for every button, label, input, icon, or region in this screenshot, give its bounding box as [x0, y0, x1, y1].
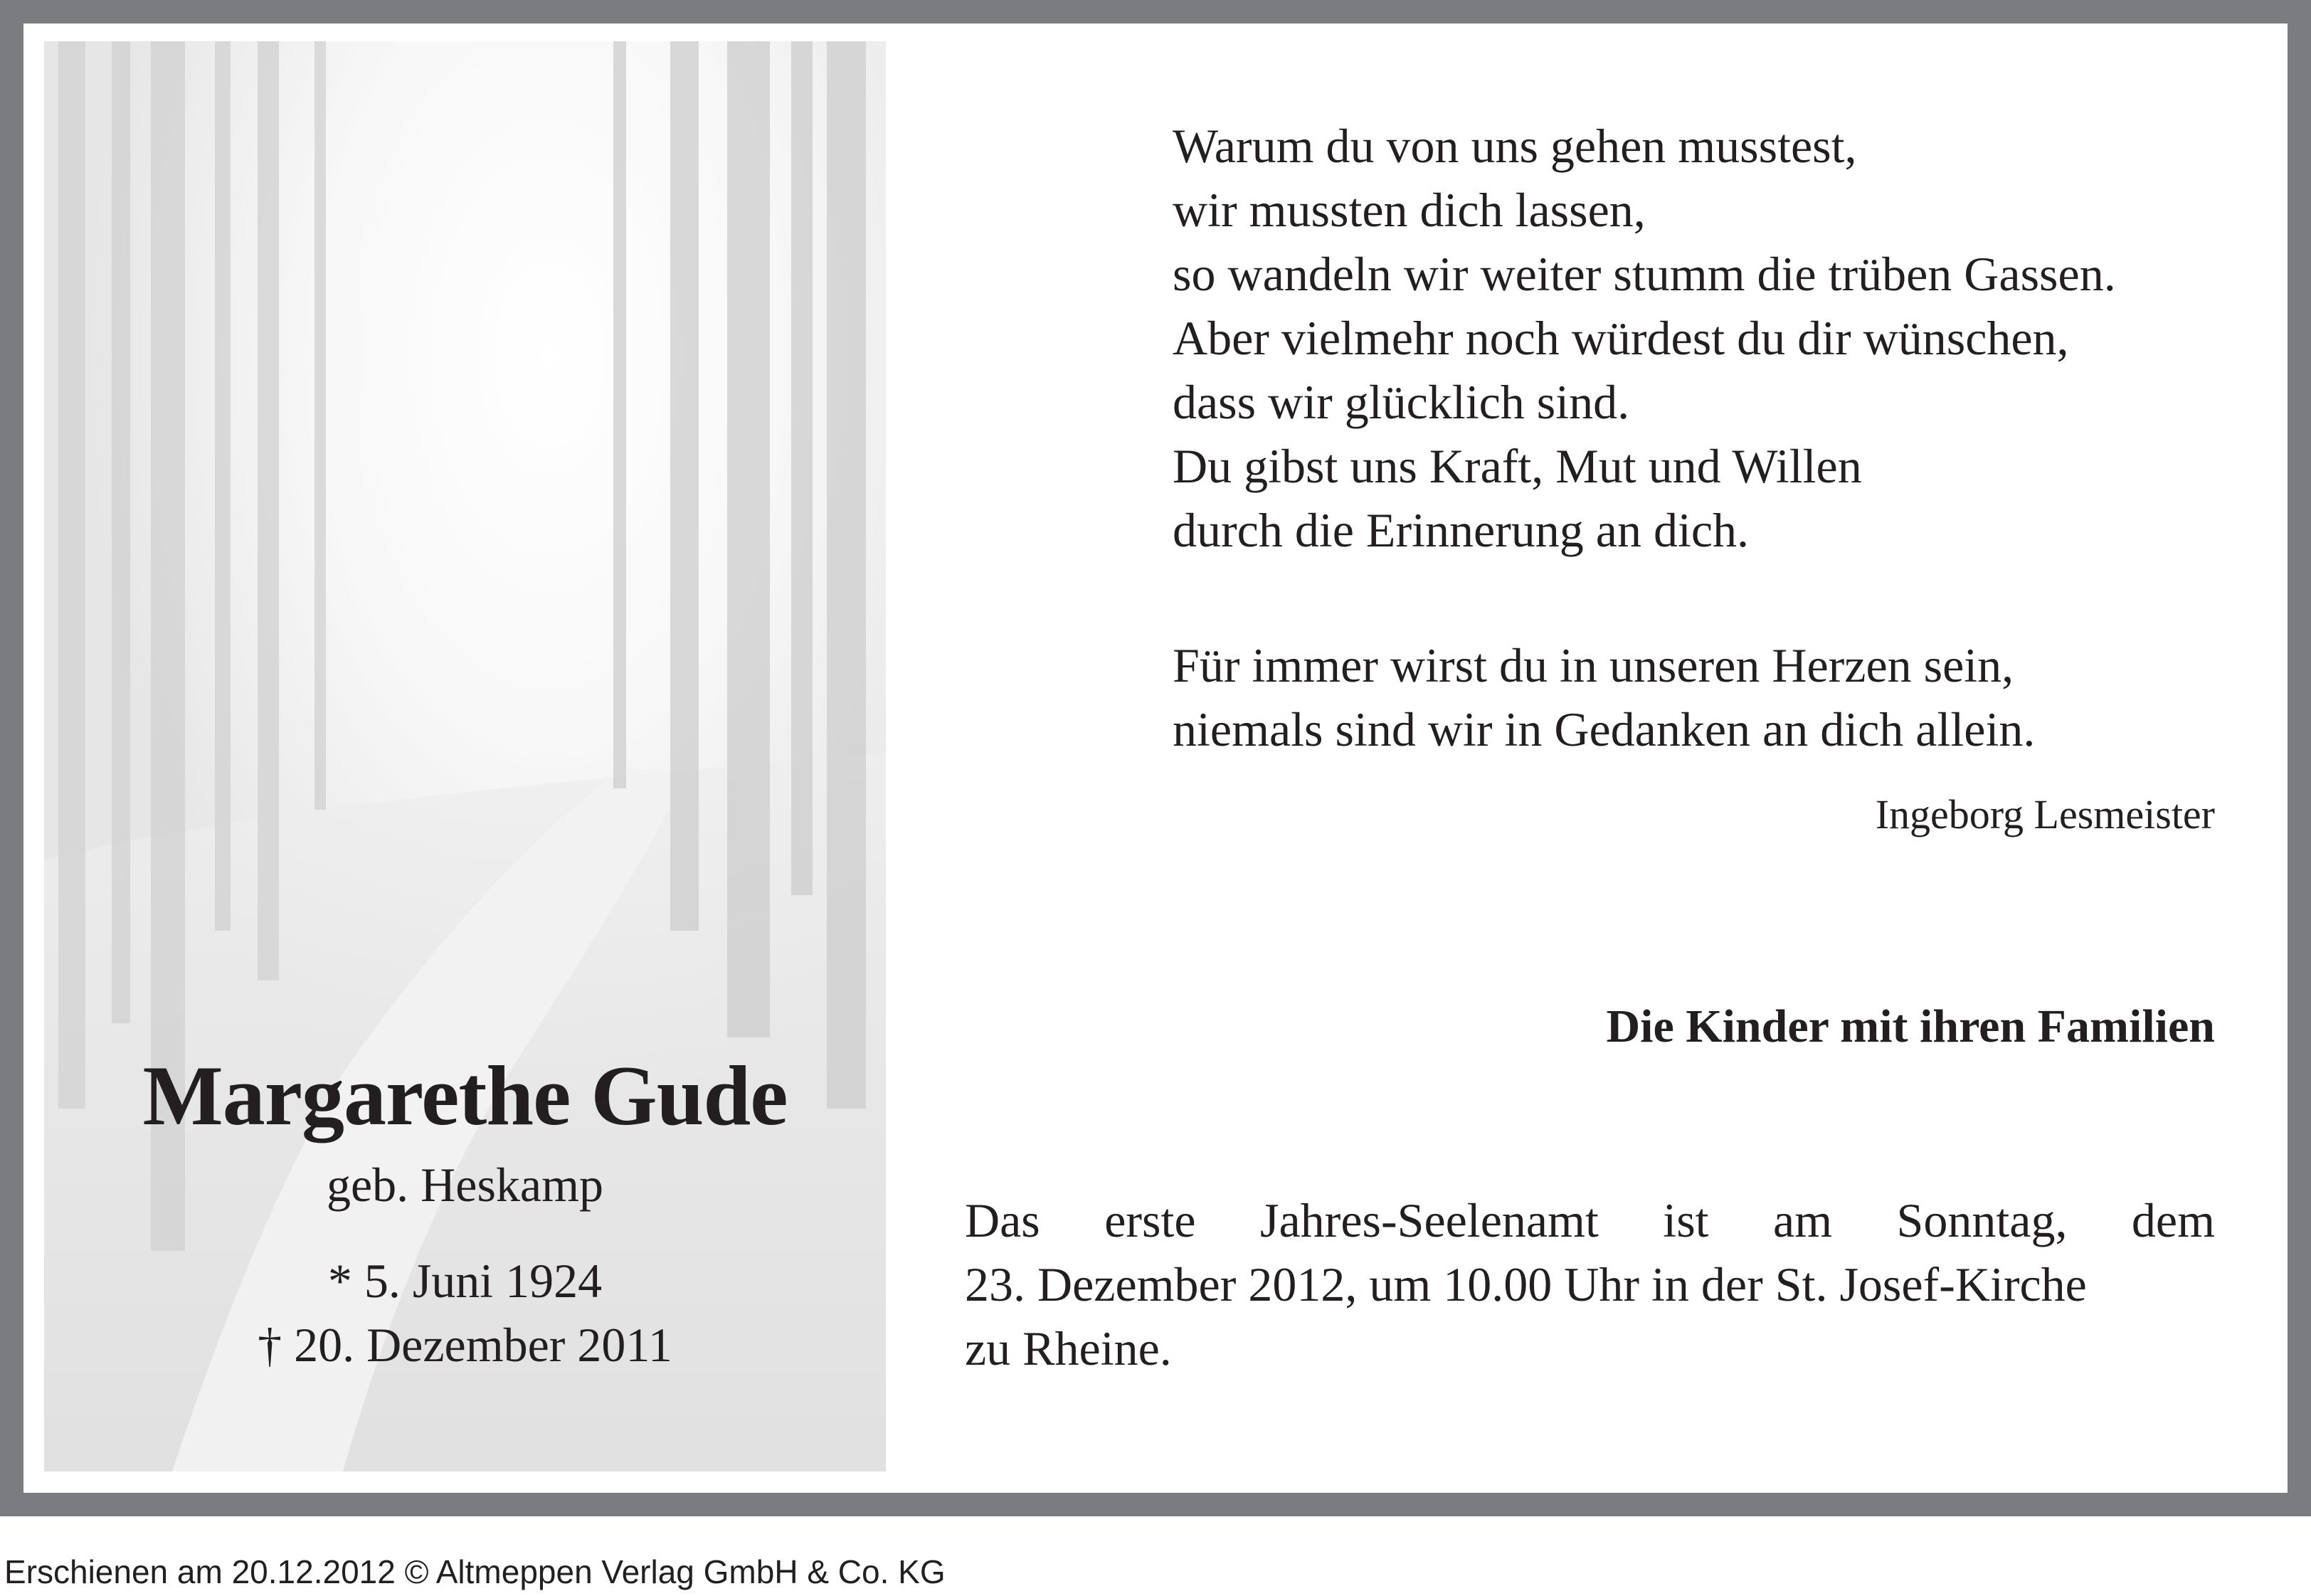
poem — [1173, 114, 2226, 761]
maiden-name: geb. Heskamp — [326, 1158, 603, 1212]
service-notice — [965, 1188, 2215, 1380]
poem-author: Ingeborg Lesmeister — [1875, 791, 2215, 837]
poem-line: so wandeln wir weiter stumm die trüben Gassen. — [1173, 247, 2116, 301]
poem-line: wir mussten dich lassen, — [1173, 183, 1646, 237]
service-line: Das erste Jahres-Seelenamt ist am Sonntag, dem — [965, 1193, 2215, 1247]
birth-date: * 5. Juni 1924 — [327, 1254, 603, 1308]
family-signature: Die Kinder mit ihren Familien — [1606, 1000, 2215, 1052]
poem-line: Aber vielmehr noch würdest du dir wünschen, — [1173, 311, 2069, 365]
deceased-name: Margarethe Gude — [142, 1048, 788, 1143]
poem-line: Du gibst uns Kraft, Mut und Willen — [1173, 439, 1862, 493]
service-line: zu Rheine. — [965, 1321, 1172, 1375]
poem-line: Warum du von uns gehen musstest, — [1173, 119, 1857, 173]
death-date: † 20. Dezember 2011 — [258, 1318, 672, 1372]
service-line: 23. Dezember 2012, um 10.00 Uhr in der St. Josef-Kirche — [965, 1257, 2087, 1311]
poem-line: Für immer wirst du in unseren Herzen sein, — [1173, 638, 2014, 692]
stanza-gap — [1173, 562, 2226, 633]
poem-line: niemals sind wir in Gedanken an dich allein. — [1173, 702, 2036, 756]
poem-line: durch die Erinnerung an dich. — [1173, 503, 1750, 557]
publication-footer: Erschienen am 20.12.2012 © Altmeppen Verlag GmbH & Co. KG — [4, 1553, 946, 1590]
poem-line: dass wir glücklich sind. — [1173, 375, 1630, 429]
